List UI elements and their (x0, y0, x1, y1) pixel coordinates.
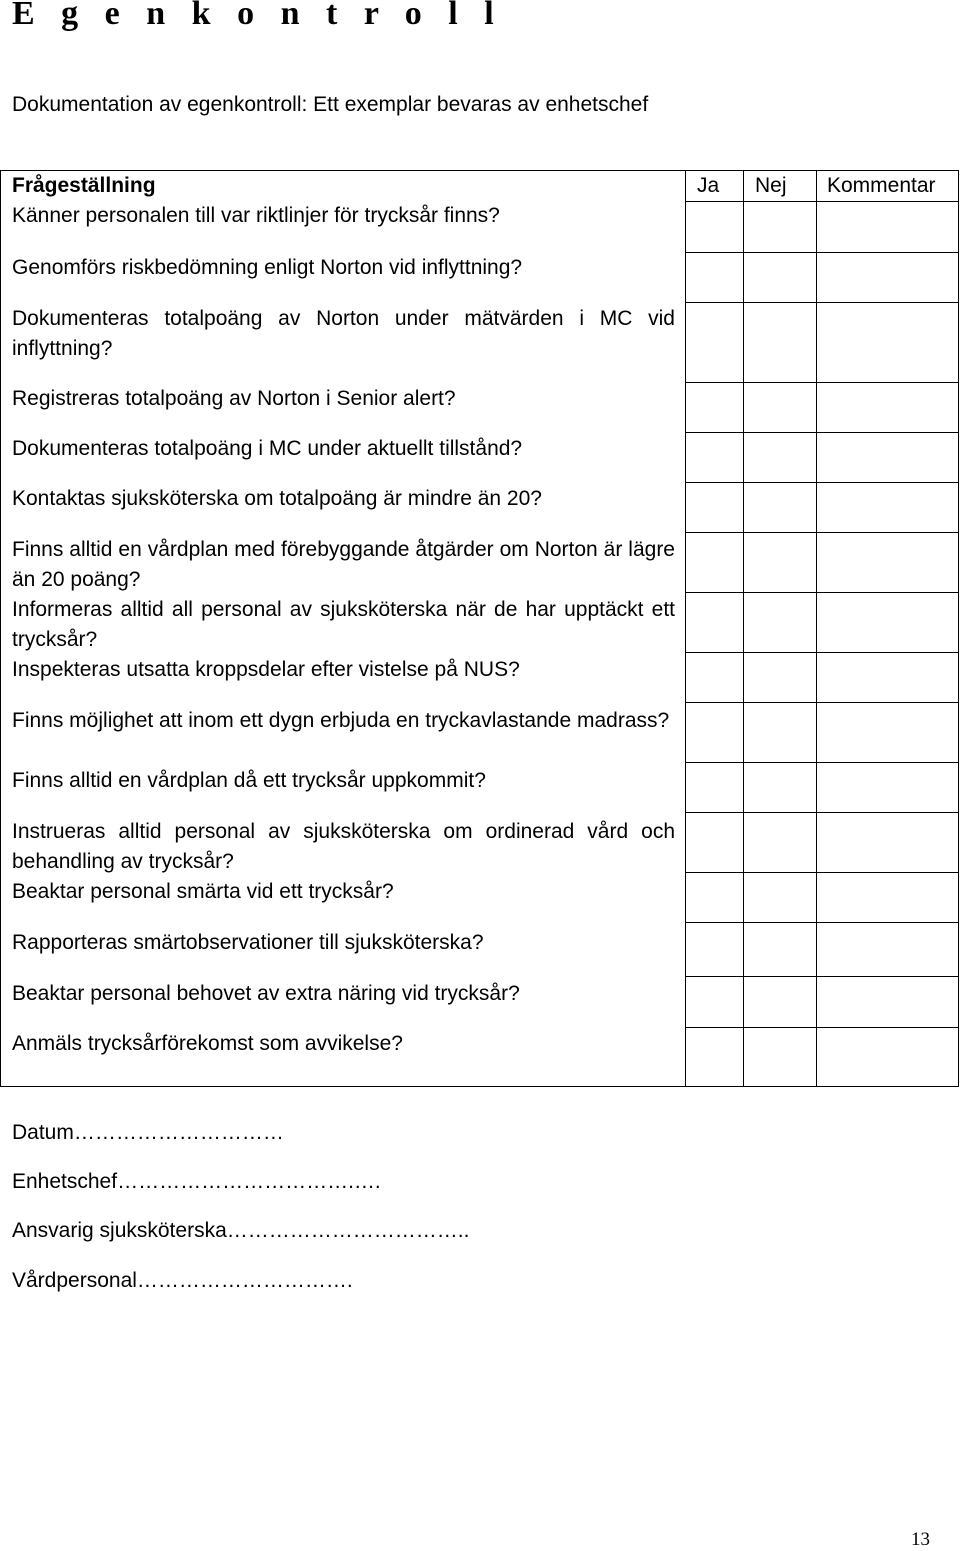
document-subtitle: Dokumentation av egenkontroll: Ett exemplar bevaras av enhetschef (12, 93, 649, 116)
page-number: 13 (911, 1529, 930, 1550)
row-divider (686, 1027, 958, 1028)
row-divider (686, 976, 958, 977)
question-13: Beaktar personal smärta vid ett trycksår? (12, 880, 394, 903)
row-divider (686, 872, 958, 873)
question-6: Kontaktas sjuksköterska om totalpoäng är mindre än 20? (12, 487, 542, 510)
row-divider (686, 702, 958, 703)
question-7: Finns alltid en vårdplan med förebyggande åtgärder om Norton är lägre än 20 poäng? (12, 538, 675, 591)
checklist-table (0, 170, 959, 1087)
question-8: Informeras alltid all personal av sjuksköterska när de har upptäckt ett trycksår? (12, 598, 675, 651)
document-title: E g e n k o n t r o l l (12, 0, 503, 32)
row-divider (686, 382, 958, 383)
question-3: Dokumenteras totalpoäng av Norton under mätvärden i MC vid inflyttning? (12, 307, 675, 360)
row-divider (686, 762, 958, 763)
question-14: Rapporteras smärtobservationer till sjuksköterska? (12, 931, 484, 954)
header-no: Nej (755, 174, 787, 197)
question-15: Beaktar personal behovet av extra näring vid trycksår? (12, 982, 520, 1005)
header-comment: Kommentar (827, 174, 936, 197)
row-divider (686, 812, 958, 813)
row-divider (686, 922, 958, 923)
header-yes: Ja (697, 174, 720, 197)
question-16: Anmäls trycksårförekomst som avvikelse? (12, 1032, 403, 1055)
column-divider-kommentar (816, 171, 817, 1086)
row-divider (686, 592, 958, 593)
care-staff-field: Vårdpersonal…………………………. (12, 1269, 353, 1292)
header-question: Frågeställning (12, 174, 156, 197)
question-11: Finns alltid en vårdplan då ett trycksår uppkommit? (12, 769, 486, 792)
row-divider (686, 302, 958, 303)
column-divider-ja (685, 171, 686, 1086)
row-divider (686, 252, 958, 253)
question-1: Känner personalen till var riktlinjer för trycksår finns? (12, 204, 500, 227)
nurse-field: Ansvarig sjuksköterska…………………………….. (12, 1219, 470, 1242)
question-10: Finns möjlighet att inom ett dygn erbjuda en tryckavlastande madrass? (12, 709, 670, 732)
question-5: Dokumenteras totalpoäng i MC under aktuellt tillstånd? (12, 437, 523, 460)
unit-manager-field: Enhetschef…………………………….…. (12, 1170, 381, 1193)
row-divider (686, 432, 958, 433)
question-12: Instrueras alltid personal av sjuksköterska om ordinerad vård och behandling av trycksår? (12, 820, 675, 873)
row-divider (686, 532, 958, 533)
question-2: Genomförs riskbedömning enligt Norton vid inflyttning? (12, 256, 523, 279)
question-9: Inspekteras utsatta kroppsdelar efter vistelse på NUS? (12, 658, 520, 681)
date-field: Datum………………………… (12, 1121, 284, 1144)
column-divider-nej (743, 171, 744, 1086)
question-4: Registreras totalpoäng av Norton i Senior alert? (12, 387, 456, 410)
row-divider (686, 482, 958, 483)
row-divider (686, 201, 958, 202)
row-divider (686, 652, 958, 653)
